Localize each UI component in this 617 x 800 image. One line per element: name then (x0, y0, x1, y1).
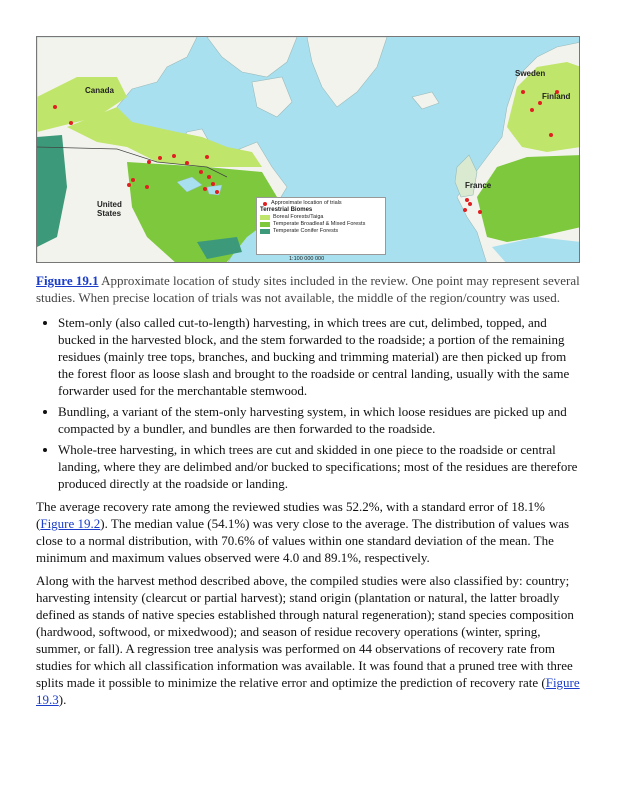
trial-point (521, 90, 525, 94)
trial-point (131, 178, 135, 182)
figure-19-3-link[interactable]: Figure 19.3 (36, 675, 580, 707)
figure-19-1-link[interactable]: Figure 19.1 (36, 273, 99, 288)
legend-boreal (260, 214, 382, 221)
list-item: • Bundling, a variant of the stem-only harvesting system, in which loose residues are picked up and compacted by a bundler, and bundles are then forwarded to the roadside. (58, 403, 582, 437)
legend-conifer-label: Temperate Conifer Forests (273, 228, 339, 234)
trial-point (211, 182, 215, 186)
trial-point (185, 161, 189, 165)
trial-point (203, 187, 207, 191)
legend-trials-label: Approximate location of trials (271, 200, 342, 206)
legend-conifer (260, 228, 382, 235)
trial-point (127, 183, 131, 187)
iceland (412, 92, 439, 109)
trial-point (53, 105, 57, 109)
trial-point (207, 175, 211, 179)
arctic-islands (207, 37, 297, 77)
figure-caption (36, 272, 582, 306)
trial-point (549, 133, 553, 137)
trial-point (538, 101, 542, 105)
label-canada: Canada (85, 86, 114, 95)
legend-trials (260, 200, 382, 207)
trial-point (158, 156, 162, 160)
trial-point (215, 190, 219, 194)
label-sweden: Sweden (515, 69, 546, 78)
legend-broadleaf (260, 221, 382, 228)
trial-point (69, 121, 73, 125)
british-isles (455, 155, 477, 197)
trial-point (478, 210, 482, 214)
label-france: France (465, 181, 492, 190)
harvest-methods-list (36, 314, 582, 492)
para1-text-after: ). The median value (54.1%) was very close to the average. The distribution of values was close to a normal distribution, with 70.6% of values within one standard deviation of the mean. The minimum and maximum values observed were 4.0 and 89.1%, respectively. (36, 516, 570, 565)
paragraph-recovery-rate (36, 498, 582, 566)
caption-text: Approximate location of study sites included in the review. One point may represent several studies. When precise location of trials was not available, the middle of the region/country was used. (36, 273, 580, 305)
trial-point (199, 170, 203, 174)
legend-heading: Terrestrial Biomes (260, 207, 313, 213)
broadleaf-swatch-icon (260, 222, 270, 227)
list-item: • Stem-only (also called cut-to-length) harvesting, in which trees are cut, delimbed, topped, and bucked in the harvested block, and the stem forwarded to the roadside; a portion of the remaining residues (mainly tree tops, branches, and bucking and trimming material) are then picked up from the forest floor as loose slash and brought to the roadside or central landing, usually with the same forwarder used for the merchantable stemwood. (58, 314, 582, 399)
trial-point (172, 154, 176, 158)
trial-point-icon (263, 202, 267, 206)
trial-point (463, 208, 467, 212)
label-united-states: United States (97, 200, 122, 218)
para2-text-after: ). (58, 692, 67, 707)
legend-broadleaf-label: Temperate Broadleaf & Mixed Forests (273, 221, 366, 227)
trial-point (530, 108, 534, 112)
page (36, 36, 582, 708)
paragraph-classification (36, 572, 582, 708)
list-item: • Whole-tree harvesting, in which trees are cut and skidded in one piece to the roadside or central landing, where they are delimbed and/or bucked to specifications; most of the residues are therefore produced directly at the roadside or landing. (58, 441, 582, 492)
baffin-island (252, 77, 292, 117)
trial-point (145, 185, 149, 189)
boreal-swatch-icon (260, 215, 270, 220)
figure-19-2-link[interactable]: Figure 19.2 (40, 516, 101, 531)
legend-boreal-label: Boreal Forests/Taiga (273, 214, 324, 220)
label-finland: Finland (542, 92, 571, 101)
conifer-swatch-icon (260, 229, 270, 234)
greenland (307, 37, 387, 107)
trial-point (205, 155, 209, 159)
trial-point (468, 202, 472, 206)
map-scale: 1:100 000 000 (289, 256, 325, 262)
trial-point (465, 198, 469, 202)
trial-point (147, 160, 151, 164)
para1-text-before: The average recovery rate among the reviewed studies was 52.2%, with a standard error of 18.1% ( (36, 499, 545, 531)
map-legend (256, 197, 386, 255)
para2-text-before: Along with the harvest method described above, the compiled studies were also classified by: country; harvesting intensity (clearcut or partial harvest); stand origin (plantation or natural, the latter broadly defined as stands of native species established through natural regeneration); stand species composition (hardwood, softwood, or mixedwood); and season of residue recovery operations (winter, spring, summer, or fall). A regression tree analysis was performed on 44 observations of recovery rate from studies for which all classification information was available. It was found that a pruned tree with three splits made it possible to minimize the relative error and optimize the prediction of recovery rate ( (36, 573, 574, 690)
study-sites-map (36, 36, 580, 263)
